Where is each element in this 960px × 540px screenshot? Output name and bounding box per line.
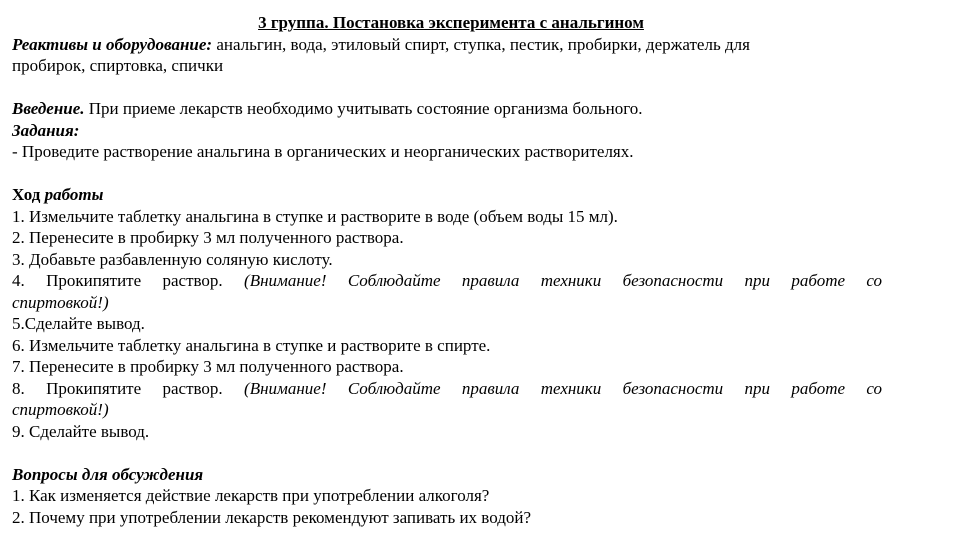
procedure-step-8-warning-continued: спиртовкой!) (12, 400, 109, 419)
reagents-label: Реактивы и оборудование: (12, 34, 213, 54)
question-1: 1. Как изменяется действие лекарств при употреблении алкоголя? (12, 486, 490, 505)
procedure-step-4 (12, 270, 882, 292)
document-page (12, 12, 882, 528)
reagents-line (12, 34, 882, 56)
procedure-step-3: 3. Добавьте разбавленную соляную кислоту. (12, 249, 333, 269)
reagents-text: анальгин, вода, этиловый спирт, ступка, пестик, пробирки, держатель для (212, 34, 750, 54)
tasks-item: - Проведите растворение анальгина в органических и неорганических растворителях. (12, 142, 634, 161)
procedure-step-6: 6. Измельчите таблетку анальгина в ступке и растворите в спирте. (12, 335, 491, 355)
procedure-step-5: 5.Сделайте вывод. (12, 314, 145, 333)
procedure-step-7: 7. Перенесите в пробирку 3 мл полученного раствора. (12, 357, 404, 376)
procedure-step-8 (12, 378, 882, 400)
procedure-step-2: 2. Перенесите в пробирку 3 мл полученного раствора. (12, 228, 404, 247)
reagents-text-continued: пробирок, спиртовка, спички (12, 56, 224, 75)
procedure-label-bold: Ход (12, 185, 41, 204)
procedure-step-9: 9. Сделайте вывод. (12, 421, 150, 441)
tasks-label: Задания: (12, 120, 80, 140)
document-title: 3 группа. Постановка эксперимента с анальгином (258, 13, 644, 32)
intro-text: При приеме лекарств необходимо учитывать состояние организма больного. (84, 99, 643, 118)
procedure-step-8-warning: (Внимание! Соблюдайте правила техники безопасности при работе со (244, 378, 882, 398)
procedure-step-4-text: 4. Прокипятите раствор. (12, 271, 245, 290)
procedure-heading (12, 184, 882, 206)
procedure-step-4-warning: (Внимание! Соблюдайте правила техники безопасности при работе со (244, 271, 882, 290)
intro-label: Введение. (12, 99, 85, 118)
question-2: 2. Почему при употреблении лекарств рекомендуют запивать их водой? (12, 507, 532, 527)
intro-line (12, 98, 882, 120)
questions-label: Вопросы для обсуждения (12, 464, 204, 484)
procedure-step-1: 1. Измельчите таблетку анальгина в ступке и растворите в воде (объем воды 15 мл). (12, 206, 618, 226)
procedure-label-italic: работы (40, 185, 104, 204)
procedure-step-8-text: 8. Прокипятите раствор. (12, 378, 245, 398)
procedure-step-4-warning-continued: спиртовкой!) (12, 292, 109, 312)
